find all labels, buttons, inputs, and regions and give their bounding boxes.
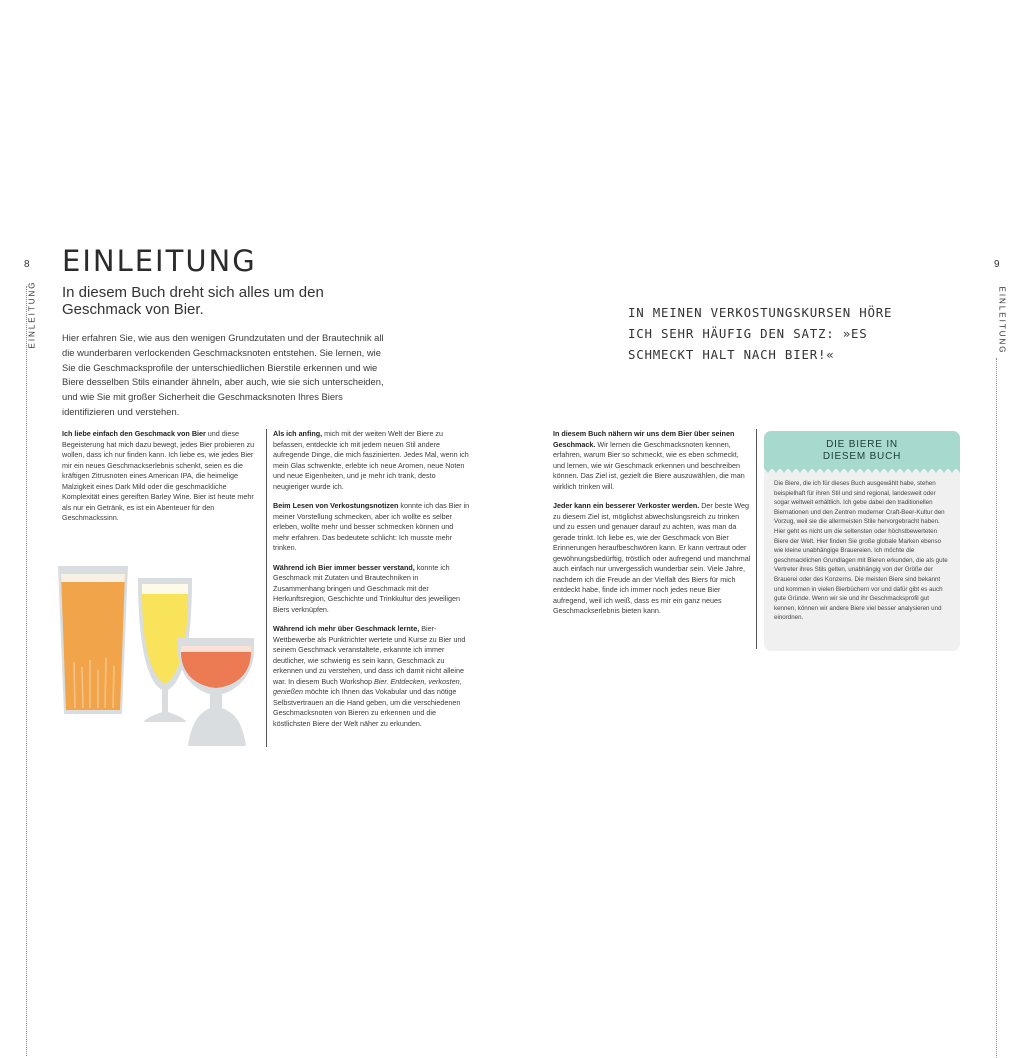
paragraph-lead: In diesem Buch nähern wir uns dem Bier über seinen Geschmack.: [553, 429, 735, 449]
paragraph: [553, 501, 751, 617]
paragraph-text: Wir lernen die Geschmacksnoten kennen, erfahren, warum Bier so schmeckt, wie es eben schmeckt, und lernen, wie wir Geschmack erkennen und beschreiben können. Das Ziel ist, gezielt die Biere auszuwählen, die man wirklich trinken will.: [553, 439, 745, 491]
book-title-italic: Bier. Entdecken, verkosten, genießen: [273, 676, 462, 696]
pint-glass-icon: [58, 566, 128, 714]
paragraph-lead: Jeder kann ein besserer Verkoster werden.: [553, 501, 700, 510]
info-box-text: Die Biere, die ich für dieses Buch ausgewählt habe, stehen beispielhaft für ihren Stil und sind regional, landesweit oder sogar weltweit erhältlich. Ich gebe dabei den traditionellen Biernationen und den Zentren moderner Craft-Beer-Kultur den Vorzug, weil sie die allermeisten Stile hervorgebracht haben. Hier geht es nicht um die seltensten oder höchstbewerteten Biere der Welt. Hier finden Sie große globale Marken ebenso wie kleine unabhängige Brauereien. Ich möchte die geschmacklichen Grundlagen mit Bieren erkunden, die als gute Vertreter ihres Stils gelten, unabhängig von der Größe der Brauerei oder des Konzerns. Die meisten Biere sind bekannt und kommen in vielen Bierbüchern vor und dafür gibt es auch gute Gründe. Wenn wir sie und ihr Geschmacksprofil gut kennen, können wir andere Biere viel besser analysieren und einordnen.: [774, 480, 948, 622]
info-box: [764, 431, 960, 651]
column-rule: [756, 429, 757, 649]
text-column-3: [553, 429, 751, 626]
page-title: EINLEITUNG: [62, 244, 257, 278]
goblet-glass-icon: [178, 638, 254, 746]
running-head-left: EINLEITUNG: [27, 280, 37, 349]
intro-paragraph: Hier erfahren Sie, wie aus den wenigen Grundzutaten und der Brautechnik all die wunderbaren verlockenden Geschmacksnoten entstehen. Sie lernen, wie Sie die Geschmacksprofile der unterschiedlichen Bierstile erkennen und wie Biere desselben Stils einander ähneln, aber auch, wie sie sich unterscheiden, und wie Sie mit großer Sicherheit die Geschmacksnoten Ihres Biers identifizieren und verstehen.: [62, 332, 384, 417]
paragraph: [273, 429, 471, 492]
zigzag-edge-icon: [764, 468, 960, 474]
paragraph-lead: Als ich anfing,: [273, 429, 323, 438]
paragraph: [273, 624, 471, 729]
info-box-heading-line: DIESEM BUCH: [822, 451, 902, 462]
info-box-heading-line: DIE BIERE IN: [826, 439, 898, 450]
pull-quote: IN MEINEN VERKOSTUNGSKURSEN HÖRE ICH SEHR HÄUFIG DEN SATZ: »ES SCHMECKT HALT NACH BIER!«: [628, 305, 893, 362]
page-subtitle: In diesem Buch dreht sich alles um den Geschmack von Bier.: [62, 284, 324, 318]
paragraph: [273, 563, 471, 616]
text-column-1: [62, 429, 260, 533]
paragraph-lead: Während ich mehr über Geschmack lernte,: [273, 624, 420, 633]
paragraph-text: möchte ich Ihnen das Vokabular und das nötige Selbstvertrauen an die Hand geben, um die verschiedenen Geschmacksnoten von Bieren zu erkennen und die köstlichsten Biere der Welt näher zu erkunden.: [273, 687, 461, 728]
paragraph-text: konnte ich das Bier in meiner Vorstellung schmecken, aber ich wollte es selber erleben, wollte mehr und besser schmecken können und mehr erfahren. Das bedeutete schlicht: Ich musste mehr trinken.: [273, 501, 470, 552]
paragraph-lead: Ich liebe einfach den Geschmack von Bier: [62, 429, 206, 438]
page-number-left: 8: [24, 259, 30, 270]
column-rule: [266, 429, 267, 747]
paragraph-text: Der beste Weg zu diesem Ziel ist, möglichst abwechslungsreich zu trinken und zu essen und genauer darauf zu achten, was man da gerade trinkt. Ich liebe es, wie der Geschmack von Bier Erinnerungen heraufbeschwören kann. Er kann vertraut oder gewöhnungsbedürftig, tröstlich oder aufregend und manchmal auch einfach nur unvergesslich wunderbar sein. Viele Jahre, nachdem ich die Freude an der Vielfalt des Biers für mich entdeckt habe, finde ich immer noch jedes neue Bier aufregend, weil ich weiß, dass es mir ein ganz neues Geschmackserlebnis bieten kann.: [553, 501, 751, 615]
paragraph: [273, 501, 471, 554]
text-column-2: [273, 429, 471, 738]
paragraph: [553, 429, 751, 492]
paragraph-lead: Während ich Bier immer besser verstand,: [273, 562, 415, 572]
paragraph-lead: Beim Lesen von Verkostungsnotizen: [273, 501, 399, 510]
info-box-heading: [764, 431, 960, 469]
paragraph-text: mich mit der weiten Welt der Biere zu befassen, entdeckte ich mit jedem neuen Stil andere aufregende Dinge, die mich faszinierten. Jedes Mal, wenn ich mein Glas schwenkte, erlebte ich neue Aromen, neue Noten und neue Eigenheiten, und je mehr ich trank, desto neugieriger wurde ich.: [273, 429, 469, 491]
paragraph-text: und diese Begeisterung hat mich dazu bewegt, jedes Bier probieren zu wollen, dass ich nur finden kann. Ich liebe es, wie jedes Bier mir ein neues Geschmackserlebnis schenkt, seien es die kräftigen Zitrusnoten eines American IPA, die heimelige Malzigkeit eines Dark Mild oder die geschmackliche Komplexität eines gereiften Barley Wine. Bier ist heute mehr als nur ein Getränk, es ist ein Abenteuer für den Geschmackssinn.: [62, 429, 255, 522]
paragraph-text: Bier-Wettbewerbe als Punktrichter wertete und Kurse zu Bier und seinem Geschmack veranstaltete, erkannte ich immer deutlicher, wie schwierig es sein kann, Geschmack zu erkennen und zu verstehen, und dass ich damit nicht alleine war. In diesem Buch Workshop: [273, 624, 466, 686]
paragraph-text: konnte ich Geschmack mit Zutaten und Brautechniken in Zusammenhang bringen und Geschmack mit der Herkunftsregion, Geschichte und Trinkkultur des jeweiligen Biers verknüpfen.: [273, 562, 460, 614]
page-number-right: 9: [994, 259, 1000, 270]
beer-glasses-illustration: [56, 562, 256, 752]
running-head-right: EINLEITUNG: [997, 286, 1007, 355]
dotted-rule-right: [996, 358, 997, 1058]
dotted-rule-left: [26, 286, 27, 1056]
paragraph: [62, 429, 260, 524]
